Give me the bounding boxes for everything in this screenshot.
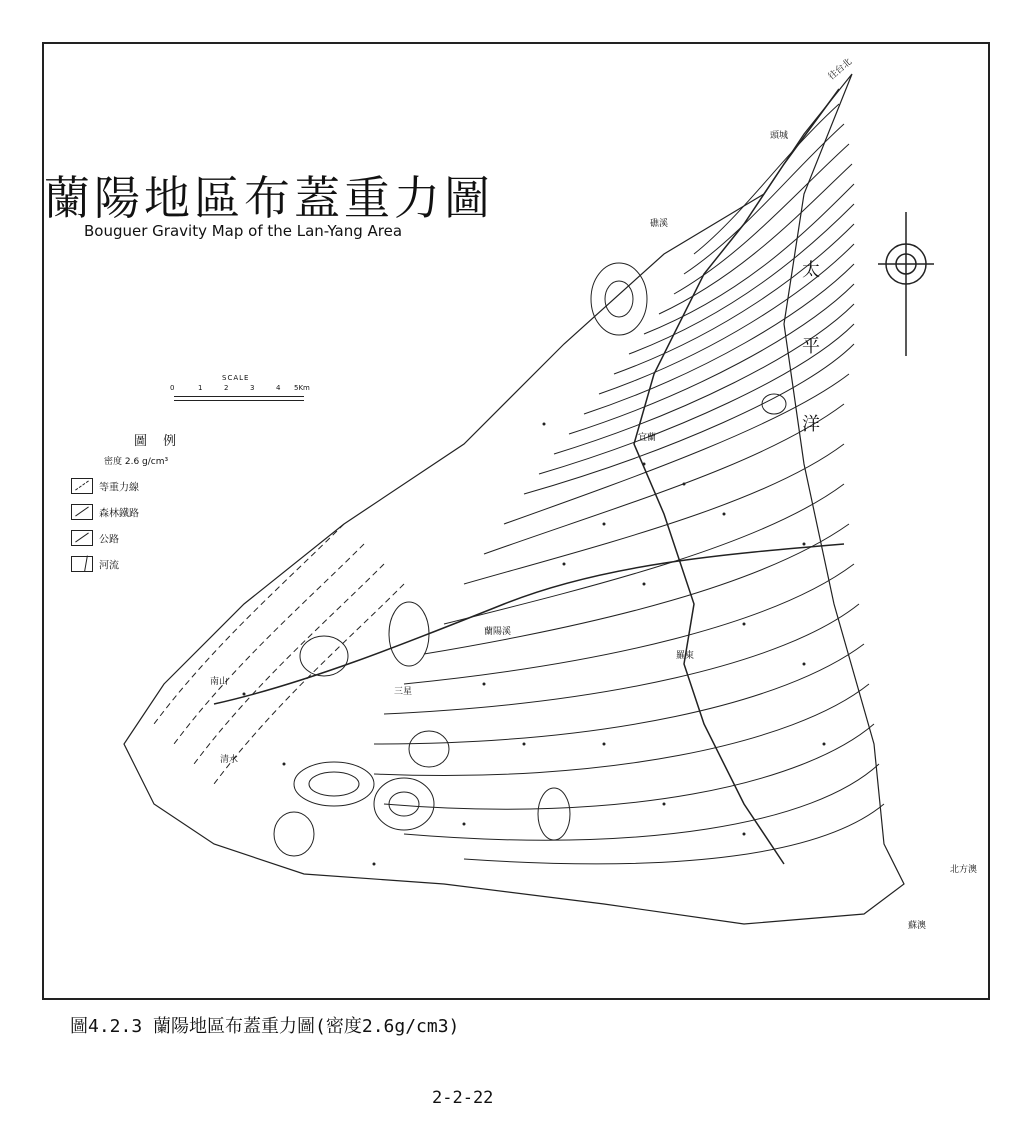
sea-label-char-1: 太 xyxy=(802,260,820,281)
scale-tick: 2 xyxy=(224,384,229,392)
scale-label: SCALE xyxy=(222,374,250,382)
legend-title: 圖 例 xyxy=(134,434,183,449)
scale-tick: 4 xyxy=(276,384,281,392)
legend-density: 密度 2.6 g/cm³ xyxy=(104,457,169,467)
scale-tick: 1 xyxy=(198,384,203,392)
scale-tick: 5Km xyxy=(294,384,310,392)
map-title-english: Bouguer Gravity Map of the Lan-Yang Area xyxy=(84,222,403,240)
place-label-taipei: 往台北 xyxy=(826,57,855,83)
dashed-contour-line-icon xyxy=(71,478,93,494)
place-label-nanshan: 南山 xyxy=(210,677,229,687)
place-label-yilan: 宜蘭 xyxy=(638,433,657,443)
legend-label: 等重力線 xyxy=(99,482,139,494)
legend-label: 公路 xyxy=(99,534,119,546)
figure-caption: 圖4.2.3 蘭陽地區布蓋重力圖(密度2.6g/cm3) xyxy=(70,1016,460,1037)
place-label-sanxing: 三星 xyxy=(394,687,413,697)
scale-bar xyxy=(174,396,304,401)
map-title-chinese: 蘭陽地區布蓋重力圖 xyxy=(44,171,494,225)
legend-item-gravity-contour xyxy=(71,478,139,496)
scale-tick: 0 xyxy=(170,384,175,392)
scale-tick: 3 xyxy=(250,384,255,392)
legend-item-river xyxy=(71,556,119,574)
sea-label-char-2: 平 xyxy=(802,336,820,357)
road-line-icon xyxy=(71,530,93,546)
place-label-toucheng: 頭城 xyxy=(770,131,789,141)
place-label-qingshui: 清水 xyxy=(220,755,239,765)
place-label-luodong: 羅東 xyxy=(676,651,695,661)
forest-railway-line-icon xyxy=(71,504,93,520)
sea-label-char-3: 洋 xyxy=(802,414,820,435)
north-arrow-icon xyxy=(878,212,934,356)
place-label-beifang-ao: 北方澳 xyxy=(950,865,978,875)
legend-label: 河流 xyxy=(99,560,119,572)
legend-item-forest-railway xyxy=(71,504,139,522)
place-label-jiaoxi: 礁溪 xyxy=(650,219,669,229)
map-frame xyxy=(42,42,990,1000)
gravity-station-points xyxy=(243,423,826,866)
page-number: 2-2-22 xyxy=(432,1088,494,1108)
legend-item-road xyxy=(71,530,119,548)
legend-label: 森林鐵路 xyxy=(99,508,139,520)
river-line-icon xyxy=(71,556,93,572)
place-label-lanyang-river: 蘭陽溪 xyxy=(484,627,512,637)
place-label-suao: 蘇澳 xyxy=(908,921,927,931)
